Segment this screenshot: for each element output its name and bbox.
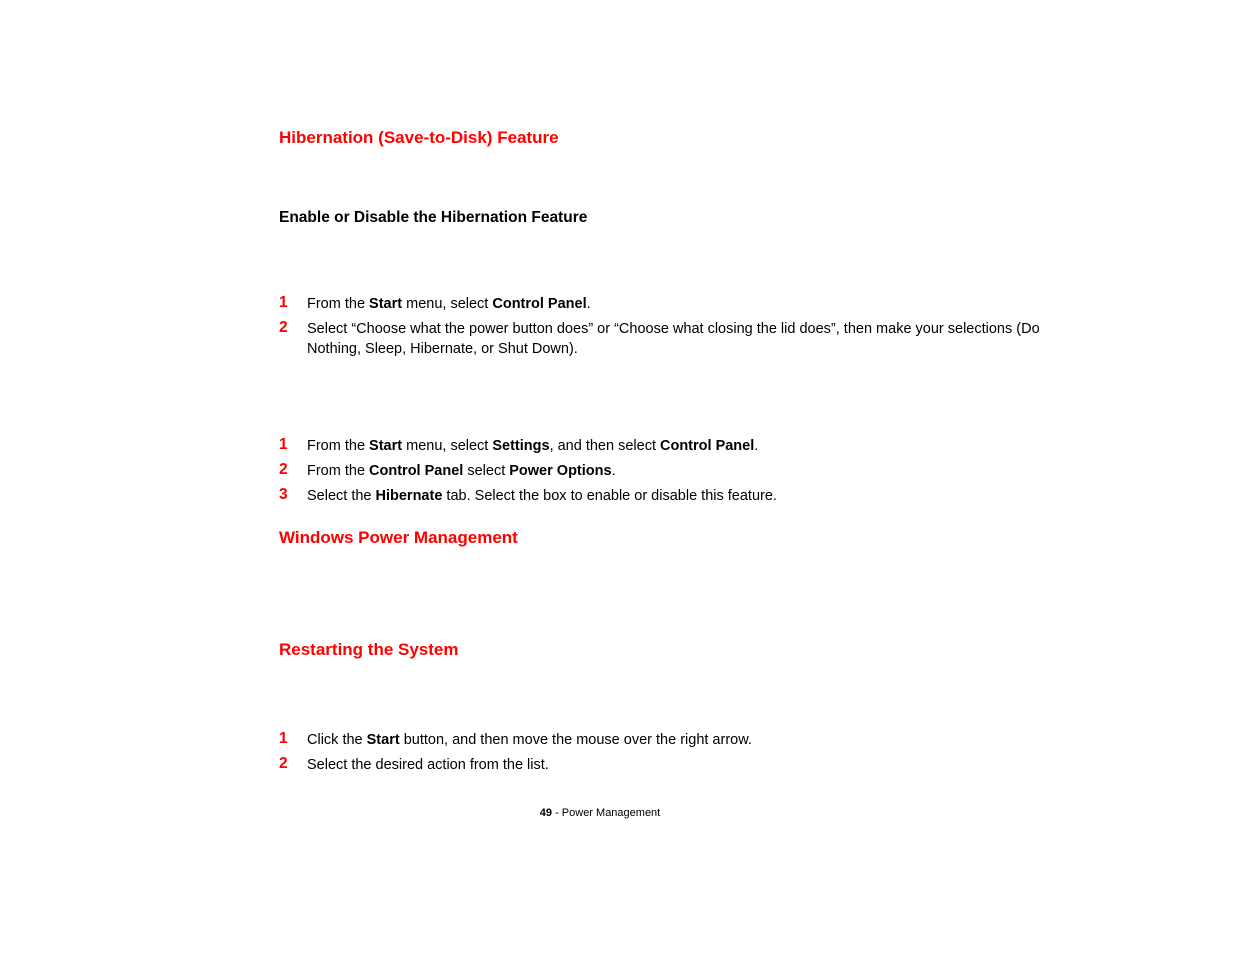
section-title-windows-power-management: Windows Power Management <box>279 528 518 547</box>
step-number: 1 <box>279 294 288 311</box>
footer-section: - Power Management <box>552 807 661 819</box>
subsection-title-enable-disable: Enable or Disable the Hibernation Feature <box>279 209 588 226</box>
step-text: Select the desired action from the list. <box>307 757 549 773</box>
page-number: 49 <box>539 807 553 819</box>
step-text: From the Control Panel select Power Options. <box>307 463 616 479</box>
step-number: 3 <box>279 486 288 503</box>
step-number: 2 <box>279 755 288 772</box>
step-number: 2 <box>279 319 288 336</box>
section-title-hibernation: Hibernation (Save-to-Disk) Feature <box>279 128 559 147</box>
page-footer <box>0 807 1200 819</box>
step-text: Click the Start button, and then move the mouse over the right arrow. <box>307 732 752 748</box>
step-text: From the Start menu, select Control Panel. <box>307 296 591 312</box>
step-text: Select the Hibernate tab. Select the box to enable or disable this feature. <box>307 488 777 504</box>
section-title-restarting: Restarting the System <box>279 640 459 659</box>
step-number: 1 <box>279 730 288 747</box>
step-text: Select “Choose what the power button does” or “Choose what closing the lid does”, then make your selections (Do Nothing, Sleep, Hibernate, or Shut Down). <box>307 321 1040 357</box>
step-number: 2 <box>279 461 288 478</box>
step-text: From the Start menu, select Settings, and then select Control Panel. <box>307 438 759 454</box>
step-number: 1 <box>279 436 288 453</box>
